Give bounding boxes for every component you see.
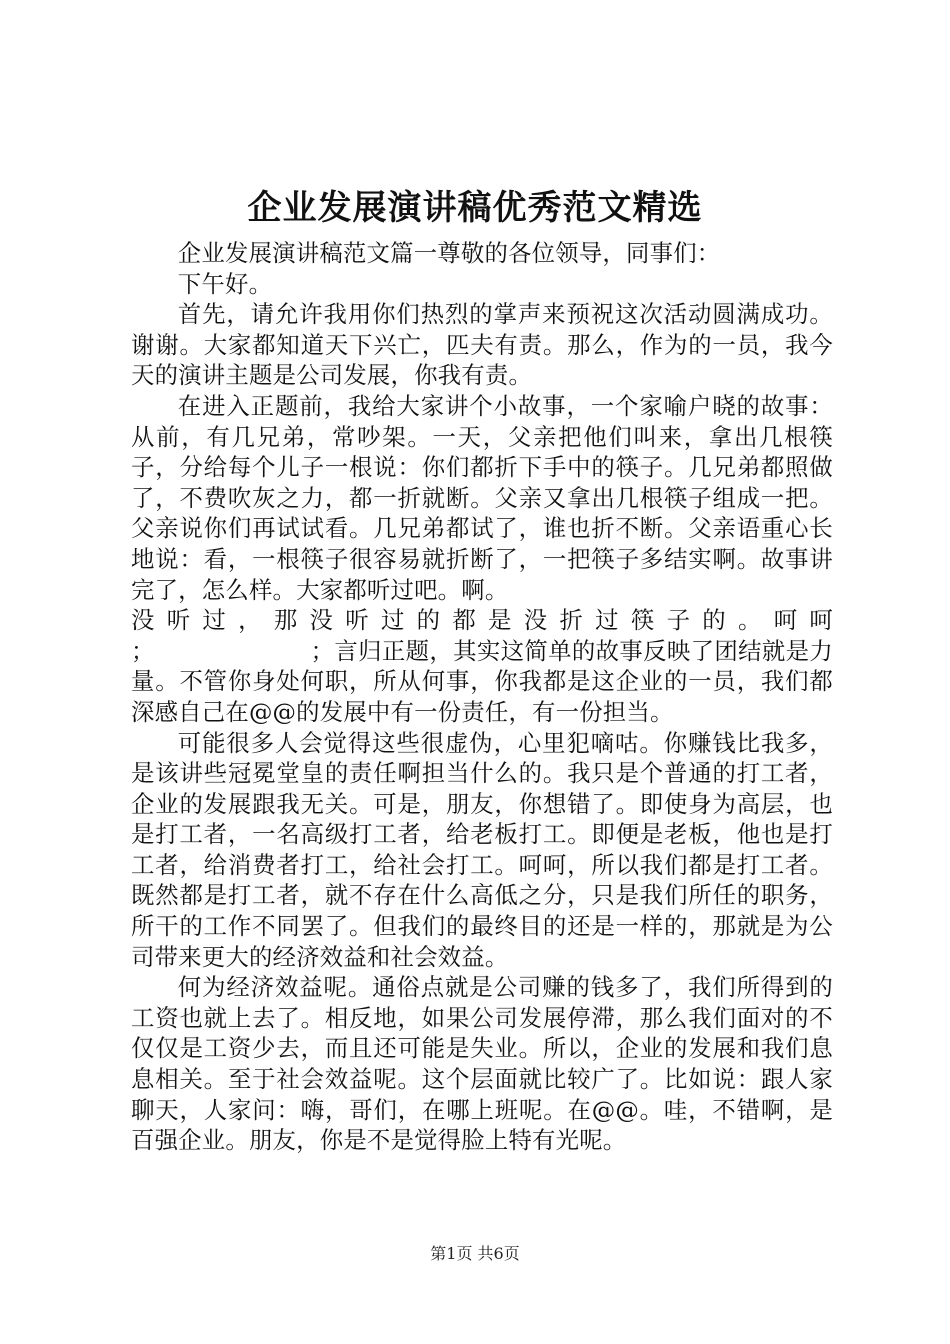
paragraph-chopsticks-story: 在进入正题前，我给大家讲个小故事，一个家喻户晓的故事：从前，有几兄弟，常吵架。一天，父亲把他们叫来，拿出几根筷子，分给每个儿子一根说：你们都折下手中的筷子。几兄弟都照做了，不费吹灰之力，都一折就断。父亲又拿出几根筷子组成一把。父亲说你们再试试看。几兄弟都试了，谁也折不断。父亲语重心长地说：看，一根筷子很容易就折断了，一把筷子多结实啊。故事讲完了，怎么样。大家都听过吧。啊。: [131, 391, 833, 604]
paragraph-greeting: 企业发展演讲稿范文篇一尊敬的各位领导，同事们：: [177, 239, 721, 267]
page-footer: 第1页 共6页: [430, 1244, 520, 1263]
document-title: 企业发展演讲稿优秀范文精选: [247, 188, 703, 228]
document-body: [131, 238, 833, 1156]
paragraph-opening: 首先，请允许我用你们热烈的掌声来预祝这次活动圆满成功。谢谢。大家都知道天下兴亡，匹夫有责。那么，作为的一员，我今天的演讲主题是公司发展，你我有责。: [131, 300, 833, 390]
paragraph-benefits: 何为经济效益呢。通俗点就是公司赚的钱多了，我们所得到的工资也就上去了。相反地，如果公司发展停滞，那么我们面对的不仅仅是工资少去，而且还可能是失业。所以，企业的发展和我们息息相关。至于社会效益呢。这个层面就比较广了。比如说：跟人家聊天，人家问：嗨，哥们，在哪上班呢。在@@。哇，不错啊，是百强企业。朋友，你是不是觉得脸上特有光呢。: [131, 973, 833, 1155]
paragraph-never-heard: 没听过，那没听过的都是没折过筷子的。呵呵: [131, 606, 833, 635]
paragraph-good-afternoon: 下午好。: [177, 269, 273, 298]
paragraph-workers: 可能很多人会觉得这些很虚伪，心里犯嘀咕。你赚钱比我多，是该讲些冠冕堂皇的责任啊担当什么的。我只是个普通的打工者，企业的发展跟我无关。可是，朋友，你想错了。即使身为高层，也是打工者，一名高级打工者，给老板打工。即便是老板，他也是打工者，给消费者打工，给社会打工。呵呵，所以我们都是打工者。既然都是打工者，就不存在什么高低之分，只是我们所任的职务，所干的工作不同罢了。但我们的最终目的还是一样的，那就是为公司带来更大的经济效益和社会效益。: [131, 728, 833, 971]
paragraph-unity: ； ；言归正题，其实这简单的故事反映了团结就是力量。不管你身处何职，所从何事，你我都是这企业的一员，我们都深感自己在@@的发展中有一份责任，有一份担当。: [131, 636, 833, 726]
